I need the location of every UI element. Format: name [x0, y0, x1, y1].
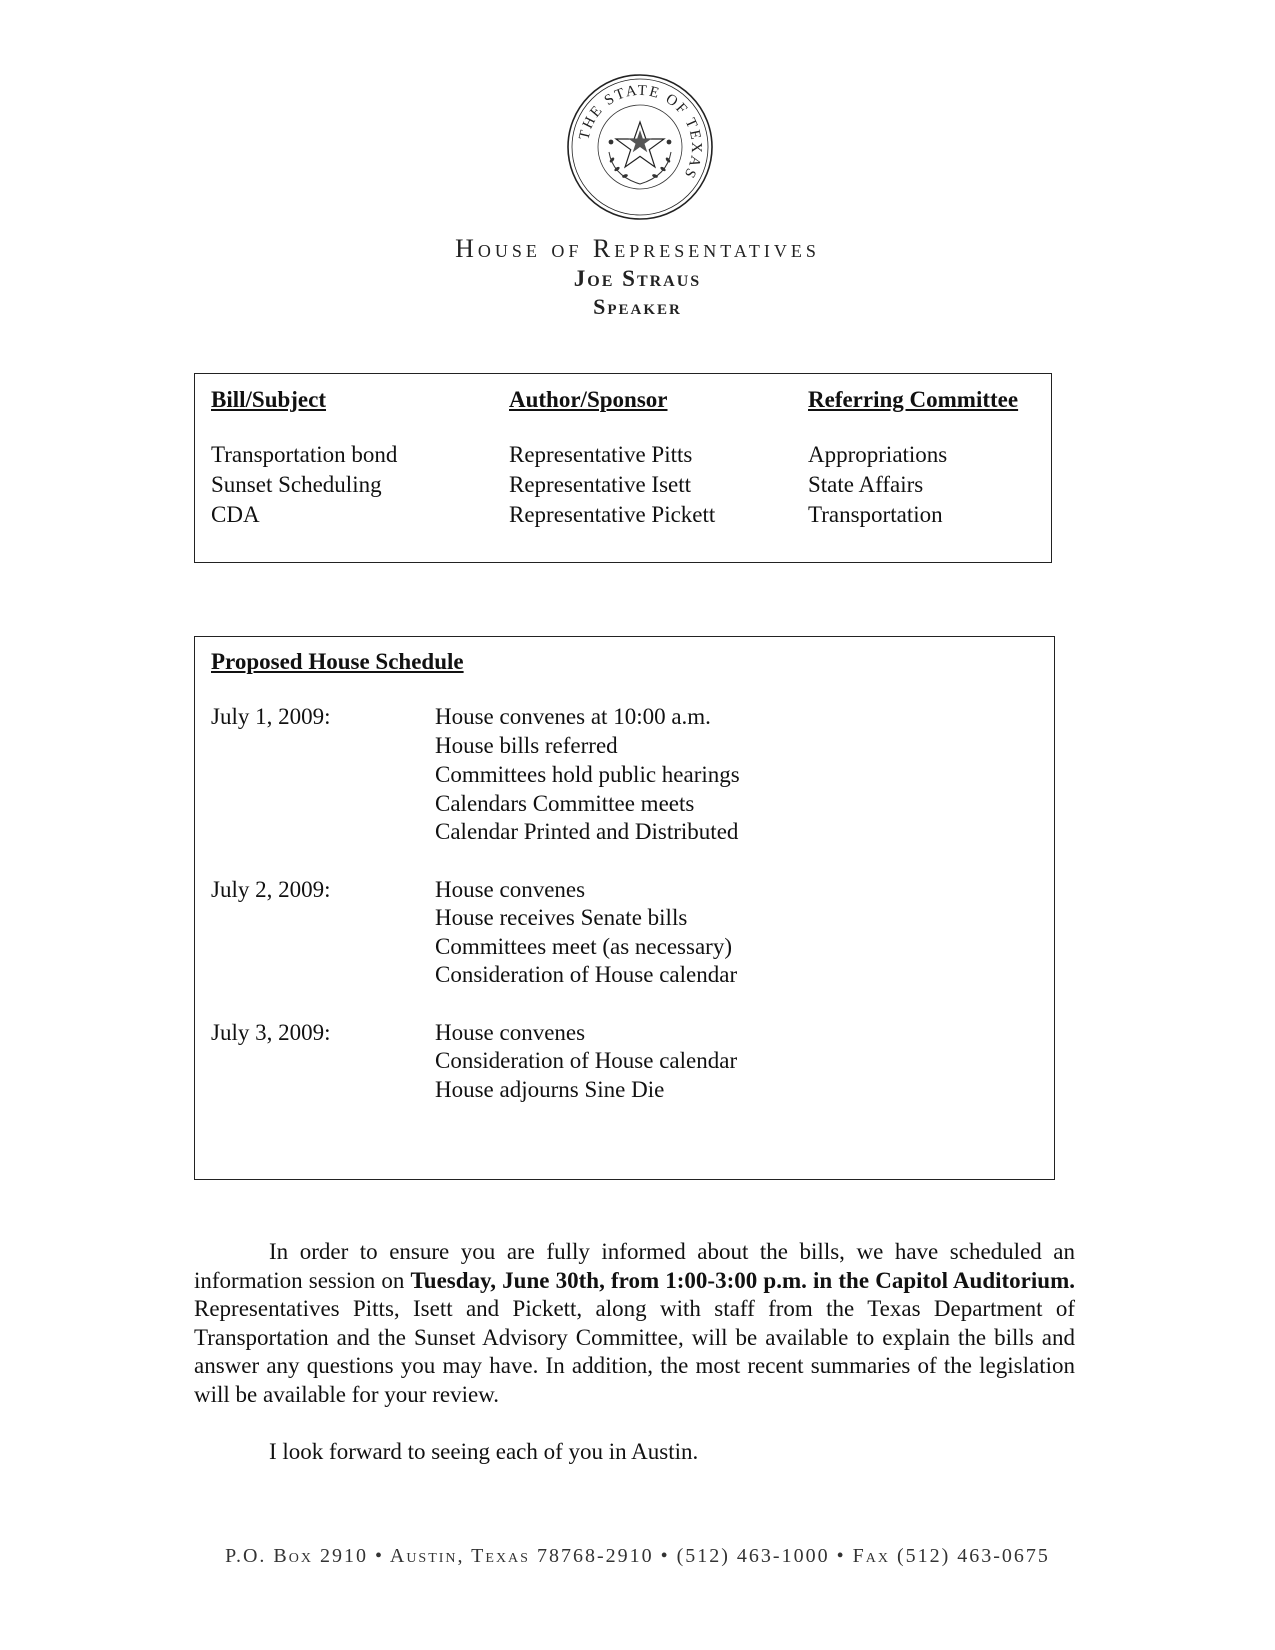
texas-state-seal	[565, 72, 715, 222]
schedule-box	[194, 636, 1055, 1180]
info-session-paragraph	[194, 1238, 1075, 1410]
footer-address: P.O. Box 2910 • Austin, Texas 78768-2910 • (512) 463-1000 • Fax (512) 463-0675	[225, 1545, 1050, 1567]
schedule-item: Consideration of House calendar	[435, 962, 738, 987]
schedule-item: House receives Senate bills	[435, 905, 688, 930]
para1-text-end: Representatives Pitts, Isett and Pickett, along with staff from the Texas Department of Transportation and the Sunset Advisory Committee, will be available to explain the bills and answer any questions you may have. In addition, the most recent summaries of the legislation will be available for your review.	[194, 1296, 1075, 1407]
schedule-item: Calendars Committee meets	[435, 791, 695, 816]
bill-committee: Transportation	[808, 502, 943, 527]
letterhead-house: House of Representatives	[455, 234, 820, 263]
schedule-date: July 2, 2009:	[211, 877, 331, 902]
bills-table	[194, 373, 1052, 563]
bills-header-subject: Bill/Subject	[211, 387, 327, 412]
schedule-item: Committees hold public hearings	[435, 762, 740, 787]
closing-text: I look forward to seeing each of you in Austin.	[269, 1439, 699, 1464]
schedule-title: Proposed House Schedule	[211, 649, 464, 674]
schedule-item: House bills referred	[435, 733, 618, 758]
bill-committee: Appropriations	[808, 442, 948, 467]
closing-paragraph	[194, 1438, 1075, 1467]
letterhead-speaker-name: Joe Straus	[573, 266, 702, 291]
schedule-item: Consideration of House calendar	[435, 1048, 738, 1073]
schedule-date: July 1, 2009:	[211, 704, 331, 729]
schedule-date: July 3, 2009:	[211, 1020, 331, 1045]
bill-subject: Sunset Scheduling	[211, 472, 382, 497]
schedule-item: House convenes at 10:00 a.m.	[435, 704, 711, 729]
bill-subject: CDA	[211, 502, 260, 527]
bill-committee: State Affairs	[808, 472, 924, 497]
bill-author: Representative Isett	[509, 472, 692, 497]
schedule-item: Committees meet (as necessary)	[435, 934, 732, 959]
bill-subject: Transportation bond	[211, 442, 398, 467]
svg-text:THE STATE OF TEXAS: THE STATE OF TEXAS	[576, 82, 705, 183]
bills-header-committee: Referring Committee	[808, 387, 1019, 412]
bills-header-author: Author/Sponsor	[509, 387, 668, 412]
schedule-item: House adjourns Sine Die	[435, 1077, 665, 1102]
para1-session-details: Tuesday, June 30th, from 1:00-3:00 p.m. in the Capitol Auditorium.	[410, 1267, 1075, 1293]
schedule-item: Calendar Printed and Distributed	[435, 819, 739, 844]
letterhead-speaker-title: Speaker	[593, 294, 682, 319]
schedule-item: House convenes	[435, 1020, 586, 1045]
bill-author: Representative Pitts	[509, 442, 693, 467]
para1-text-start: In order to ensure you are fully informed about the bills, we have scheduled an information session on	[194, 1239, 1075, 1293]
bill-author: Representative Pickett	[509, 502, 716, 527]
schedule-item: House convenes	[435, 877, 586, 902]
